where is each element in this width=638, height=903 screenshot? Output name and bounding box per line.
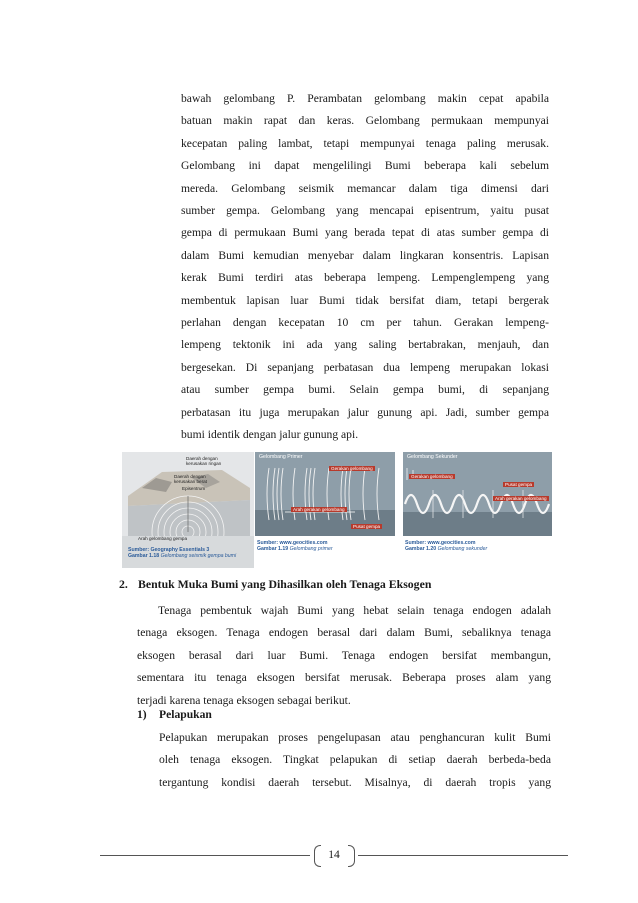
figure-caption: [257, 540, 393, 553]
fig1-label: Daerah dengan kerusakan berat: [174, 474, 207, 484]
fig3-label: Pusat gempa: [505, 482, 533, 487]
figure-caption: [405, 540, 550, 553]
page-number: 14: [328, 848, 340, 861]
text-line: lempeng tektonik ini ada yang saling bertabrakan, menjauh, dan: [181, 338, 549, 352]
subsection-number: 1): [137, 708, 147, 721]
section-title: Bentuk Muka Bumi yang Dihasilkan oleh Tenaga Eksogen: [138, 577, 432, 591]
secondary-wave-illustration: [403, 452, 552, 536]
paragraph-earthquake-waves: [181, 88, 549, 447]
figure-number: Gambar 1.20: [405, 546, 437, 553]
text-line: atau sumber gempa bumi. Selain gempa bumi, di sepanjang: [181, 383, 549, 397]
figure-number: Gambar 1.18: [128, 553, 160, 560]
text-line: kecepatan paling lambat, tetapi mempunyai tenaga paling merusak.: [181, 136, 549, 150]
text-line: tergantung kondisi daerah tersebut. Misalnya, di daerah tropis yang: [159, 775, 551, 789]
text-line: Pelapukan merupakan proses pengelupasan atau penghancuran kulit Bumi: [159, 731, 551, 744]
section-heading: [119, 577, 431, 592]
figure-source: Sumber: Geography Essentials 3: [128, 547, 210, 553]
secondary-wave-panel: [403, 452, 552, 536]
text-line: perbatasan itu juga merupakan jalur gunung api. Jadi, sumber gempa: [181, 405, 549, 419]
subsection-title: Pelapukan: [159, 708, 212, 721]
figure-caption-text: Gelombang seismik gempa bumi: [160, 553, 237, 560]
figure-secondary-wave: [403, 452, 552, 568]
text-line: dalam Bumi kemudian menyebar dalam lingkaran konsentris. Lapisan: [181, 248, 549, 262]
fig2-label: Arah gerakan gelombang: [293, 507, 345, 512]
fig1-label: Arah gelombang gempa: [138, 536, 188, 541]
figure-title: Gelombang Sekunder: [407, 454, 458, 460]
text-line: sumber gempa. Gelombang yang mencapai episentrum, yaitu pusat: [181, 204, 549, 218]
text-line: membentuk lapisan luar Bumi tidak bersifat diam, tetapi bergerak: [181, 293, 549, 307]
figure-caption-text: Gelombang primer: [289, 546, 333, 553]
bracket-right-icon: [348, 845, 355, 867]
text-line: bergesekan. Di sepanjang perbatasan dua lempeng merupakan lokasi: [181, 360, 549, 374]
fig3-label: Arah gerakan gelombang: [495, 496, 547, 501]
figure-caption-text: Gelombang sekunder: [437, 546, 488, 553]
figure-seismic-waves: [122, 452, 254, 568]
text-line: Tenaga pembentuk wajah Bumi yang hebat selain tenaga endogen adalah: [158, 604, 551, 617]
figure-source: Sumber: www.geocities.com: [257, 540, 328, 546]
page-footer: [100, 845, 568, 869]
fig2-label: Pusat gempa: [353, 524, 381, 529]
text-line: sementara itu tenaga eksogen bersifat merusak. Beberapa proses alam yang: [137, 671, 551, 685]
fig1-label: Episentrum: [182, 486, 206, 491]
fig2-label: Gerakan gelombang: [331, 466, 373, 471]
text-line: batuan makin rapat dan keras. Gelombang permukaan mempunyai: [181, 114, 549, 128]
figure-source: Sumber: www.geocities.com: [405, 540, 476, 546]
text-line: gempa di permukaan Bumi yang berada tepat di atas sumber gempa di: [181, 226, 549, 240]
text-line: tenaga eksogen. Tenaga endogen berasal dari dalam Bumi, sebaliknya tenaga: [137, 626, 551, 640]
footer-rule-left: [100, 855, 310, 856]
text-line: Gelombang ini dapat mengelilingi Bumi beberapa kali sebelum: [181, 159, 549, 173]
primary-wave-panel: [255, 452, 395, 536]
text-line: eksogen berasal dari luar Bumi. Tenaga endogen bersifat membangun,: [137, 648, 551, 662]
text-line: bawah gelombang P. Perambatan gelombang makin cepat apabila: [181, 92, 549, 105]
section-number: 2.: [119, 577, 128, 591]
text-line: oleh tenaga eksogen. Tingkat pelapukan di setiap daerah berbeda-beda: [159, 753, 551, 767]
figure-row: [122, 452, 552, 568]
fig3-label: Gerakan gelombang: [411, 474, 453, 479]
fig1-label: Daerah dengan kerusakan ringan: [186, 456, 222, 466]
paragraph-weathering: [159, 727, 551, 794]
figure-number: Gambar 1.19: [257, 546, 289, 553]
figure-title: Gelombang Primer: [259, 454, 303, 460]
text-line: perlahan dengan kecepatan 10 cm per tahun. Gerakan lempeng-: [181, 316, 549, 330]
bracket-left-icon: [314, 845, 321, 867]
figure-caption: [128, 547, 250, 560]
paragraph-exogenous-force: [137, 600, 551, 712]
figure-primary-wave: [255, 452, 395, 568]
subsection-heading: [137, 708, 212, 721]
text-line: bumi identik dengan jalur gunung api.: [181, 428, 359, 442]
text-line: mereda. Gelombang seismik memancar dalam tiga dimensi dari: [181, 181, 549, 195]
text-line: kerak Bumi terdiri atas beberapa lempeng. Lempenglempeng yang: [181, 271, 549, 285]
footer-rule-right: [358, 855, 568, 856]
text-line: terjadi karena tenaga eksogen sebagai berikut.: [137, 693, 351, 707]
